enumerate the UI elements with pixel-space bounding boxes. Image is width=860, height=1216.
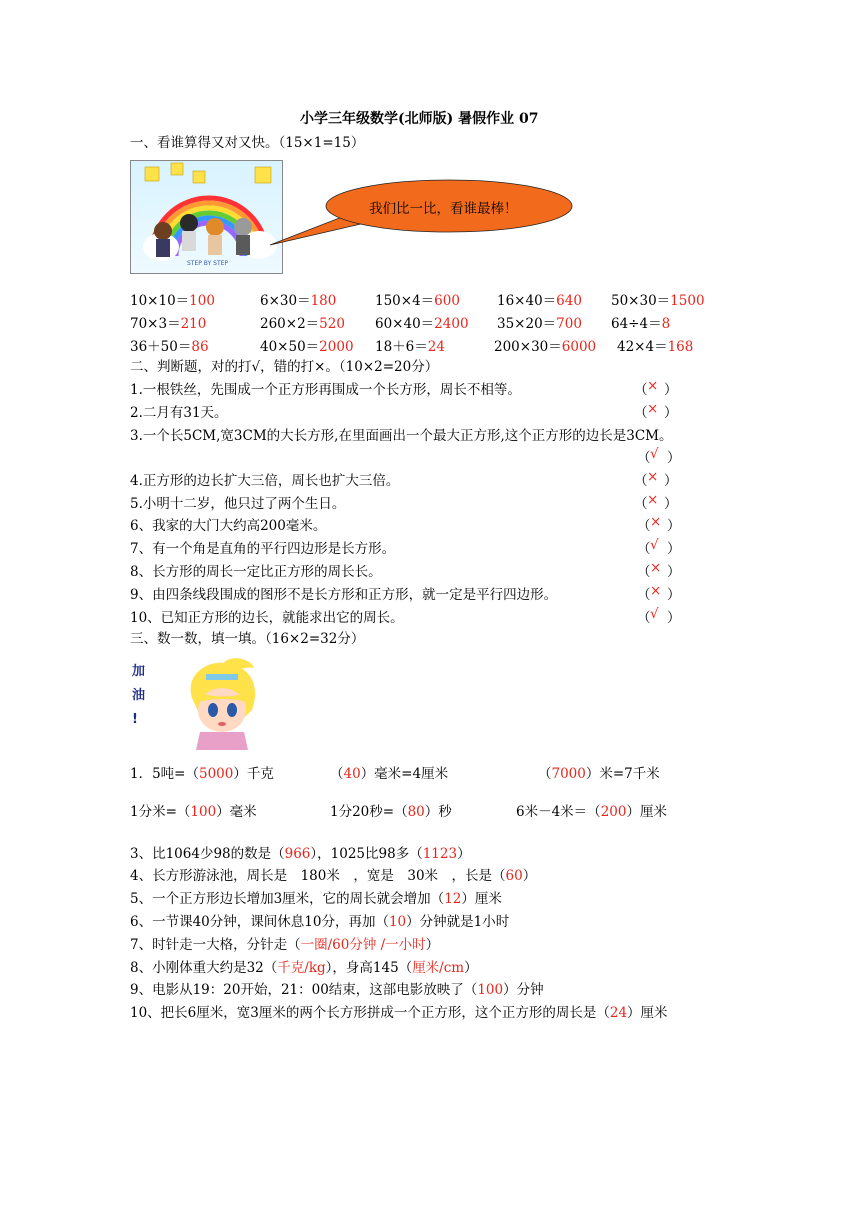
paren-open: （: [637, 450, 651, 466]
arithmetic-question: 10×10＝: [130, 293, 190, 309]
fill-text: ）米=7千米: [585, 766, 660, 782]
arithmetic-answer: 2000: [319, 339, 354, 355]
fill-answer: 厘米/cm: [412, 960, 465, 976]
paren-close: ）: [667, 450, 681, 466]
arithmetic-question: 6×30＝: [260, 293, 311, 309]
arithmetic-item: [260, 312, 345, 332]
fill-text: ），1025比98多（: [310, 846, 423, 862]
arithmetic-answer: 640: [556, 293, 582, 309]
judgement-statement: 10、已知正方形的边长，就能求出它的周长。: [130, 610, 404, 626]
paren-open: （: [634, 405, 648, 421]
fill-answer: 7000: [551, 766, 586, 782]
fill-answer: 10: [388, 914, 407, 930]
paren-close: ）: [664, 405, 678, 421]
fill-text: ）厘米: [461, 891, 502, 907]
paren-open: （: [634, 473, 648, 489]
fill-question: [130, 887, 502, 907]
judgement-statement: 9、由四条线段围成的图形不是长方形和正方形，就一定是平行四边形。: [130, 587, 558, 603]
arithmetic-question: 16×40＝: [497, 293, 557, 309]
arithmetic-item: [260, 335, 354, 355]
arithmetic-item: [497, 312, 582, 332]
arithmetic-question: 150×4＝: [375, 293, 435, 309]
arithmetic-answer: 520: [319, 316, 345, 332]
fill-answer: 一圈/60分钟 /一小时: [300, 937, 426, 953]
fill-text: ）秒: [424, 804, 452, 820]
fill-question: [130, 956, 478, 976]
section-2-heading: 二、判断题，对的打√，错的打×。（10×2=20分）: [130, 359, 439, 375]
fill-answer: 1123: [422, 846, 458, 862]
judgement-answer: ×: [647, 492, 659, 508]
arithmetic-item: [375, 289, 460, 309]
fill-text: 1分20秒=（: [330, 804, 408, 820]
fill-text: ）: [457, 846, 471, 862]
fill-answer: 5000: [199, 766, 234, 782]
paren-close: ）: [667, 564, 681, 580]
fill-text: ）厘米: [626, 804, 667, 820]
arithmetic-item: [375, 335, 445, 355]
arithmetic-answer: 600: [434, 293, 460, 309]
judgement-answer: √: [650, 606, 659, 622]
fill-text: ）: [522, 868, 537, 884]
fill-text: ）毫米=4厘米: [360, 766, 449, 782]
paren-open: （: [637, 587, 651, 603]
fill-text: （: [330, 766, 344, 782]
conversion-item: [330, 800, 452, 820]
paren-open: （: [637, 518, 651, 534]
arithmetic-answer: 2400: [434, 316, 469, 332]
paren-close: ）: [667, 541, 681, 557]
arithmetic-item: [260, 289, 336, 309]
fill-text: 7、时针走一大格，分针走（: [130, 937, 301, 953]
conversion-item: [330, 762, 448, 782]
conversion-item: [538, 762, 660, 782]
judgement-statement: 5.小明十二岁，他只过了两个生日。: [130, 496, 346, 512]
paren-open: （: [637, 610, 651, 626]
judgement-statement: 7、有一个角是直角的平行四边形是长方形。: [130, 541, 396, 557]
fill-text: ）厘米: [627, 1005, 668, 1021]
arithmetic-question: 260×2＝: [260, 316, 320, 332]
arithmetic-item: [611, 312, 670, 332]
paren-close: ）: [664, 473, 678, 489]
paren-close: ）: [667, 518, 681, 534]
fill-text: ）: [464, 960, 478, 976]
fill-answer: 24: [609, 1005, 628, 1021]
fill-question: [130, 910, 509, 930]
speech-bubble-text: 我们比一比，看谁最棒！: [369, 201, 518, 217]
arithmetic-answer: 1500: [670, 293, 705, 309]
paren-close: ）: [667, 610, 681, 626]
arithmetic-item: [611, 289, 705, 309]
arithmetic-question: 42×4＝: [617, 339, 668, 355]
fill-text: ）毫米: [216, 804, 257, 820]
fill-answer: 12: [444, 891, 462, 907]
jiayou-char: 加: [132, 664, 146, 679]
arithmetic-question: 40×50＝: [260, 339, 320, 355]
arithmetic-question: 50×30＝: [611, 293, 671, 309]
conversion-item: [516, 800, 667, 820]
fill-question: [130, 864, 536, 884]
judgement-answer: ×: [650, 514, 662, 530]
judgement-answer: ×: [647, 378, 659, 394]
fill-answer: 100: [477, 982, 504, 998]
arithmetic-question: 60×40＝: [375, 316, 435, 332]
fill-text: 6米－4米＝（: [516, 804, 601, 820]
judgement-statement: 3.一个长5CM,宽3CM的大长方形,在里面画出一个最大正方形,这个正方形的边长是3CM。: [130, 428, 673, 444]
jiayou-char: 油: [132, 688, 146, 703]
page-title: 小学三年级数学(北师版) 暑假作业 07: [300, 111, 539, 127]
fill-question: [130, 842, 471, 862]
arithmetic-answer: 700: [556, 316, 582, 332]
fill-answer: 200: [600, 804, 627, 820]
fill-text: 9、电影从19：20开始，21：00结束，这部电影放映了（: [130, 982, 478, 998]
fill-text: 3、比1064少98的数是（: [130, 846, 285, 862]
arithmetic-question: 70×3＝: [130, 316, 181, 332]
section-1-heading: 一、看谁算得又对又快。（15×1=15）: [130, 135, 365, 151]
judgement-statement: 1.一根铁丝，先围成一个正方形再围成一个长方形，周长不相等。: [130, 382, 521, 398]
arithmetic-item: [617, 335, 693, 355]
arithmetic-answer: 8: [661, 316, 671, 332]
fill-answer: 40: [343, 766, 361, 782]
arithmetic-question: 36＋50＝: [130, 339, 192, 355]
speech-bubble: [325, 179, 573, 233]
fill-answer: 100: [190, 804, 217, 820]
paren-open: （: [634, 496, 648, 512]
arithmetic-item: [497, 289, 582, 309]
paren-close: ）: [664, 496, 678, 512]
fill-question: [130, 1001, 668, 1021]
fill-answer: 60: [505, 868, 523, 884]
fill-text: 5、一个正方形边长增加3厘米，它的周长就会增加（: [130, 891, 445, 907]
arithmetic-item: [130, 335, 209, 355]
judgement-statement: 4.正方形的边长扩大三倍，周长也扩大三倍。: [130, 473, 400, 489]
paren-close: ）: [667, 587, 681, 603]
fill-question: [130, 978, 544, 998]
rainbow-kids-picture: [130, 160, 283, 274]
judgement-answer: ×: [650, 560, 662, 576]
arithmetic-question: 64÷4＝: [611, 316, 662, 332]
fill-question: [130, 933, 439, 953]
jiayou-label: [132, 660, 152, 732]
fill-text: 1分米=（: [130, 804, 191, 820]
arithmetic-item: [494, 335, 596, 355]
conversion-item: [130, 800, 257, 820]
arithmetic-answer: 6000: [561, 339, 597, 355]
cartoon-girl-picture: [182, 658, 260, 750]
judgement-answer: ×: [650, 583, 662, 599]
fill-answer: 千克/kg: [277, 960, 326, 976]
arithmetic-question: 18＋6＝: [375, 339, 428, 355]
fill-text: 1．5吨=（: [130, 766, 199, 782]
arithmetic-answer: 168: [667, 339, 694, 355]
arithmetic-item: [130, 312, 206, 332]
judgement-statement: 8、长方形的周长一定比正方形的周长长。: [130, 564, 382, 580]
fill-text: ）千克: [233, 766, 274, 782]
arithmetic-item: [130, 289, 215, 309]
arithmetic-item: [375, 312, 469, 332]
judgement-answer: √: [650, 446, 659, 462]
judgement-answer: ×: [647, 469, 659, 485]
arithmetic-answer: 100: [189, 293, 215, 309]
fill-text: 8、小刚体重大约是32（: [130, 960, 278, 976]
fill-text: ），身高145（: [325, 960, 413, 976]
paren-open: （: [634, 382, 648, 398]
picture-caption: STEP BY STEP: [187, 260, 229, 267]
section-3-heading: 三、数一数，填一填。（16×2=32分）: [130, 631, 365, 647]
paren-open: （: [637, 564, 651, 580]
judgement-statement: 6、我家的大门大约高200毫米。: [130, 518, 327, 534]
fill-text: 6、一节课40分钟，课间休息10分，再加（: [130, 914, 389, 930]
arithmetic-question: 35×20＝: [497, 316, 557, 332]
arithmetic-answer: 180: [310, 293, 337, 309]
jiayou-char: !: [132, 712, 138, 727]
judgement-answer: ×: [647, 401, 659, 417]
fill-text: 10、把长6厘米，宽3厘米的两个长方形拼成一个正方形，这个正方形的周长是（: [130, 1005, 610, 1021]
arithmetic-answer: 210: [180, 316, 207, 332]
arithmetic-answer: 86: [191, 339, 209, 355]
judgement-statement: 2.二月有31天。: [130, 405, 228, 421]
conversion-item: [130, 762, 274, 782]
fill-text: ）分钟就是1小时: [406, 914, 510, 930]
fill-answer: 80: [407, 804, 425, 820]
fill-text: （: [538, 766, 552, 782]
fill-text: ）: [425, 937, 440, 953]
fill-text: 4、长方形游泳池，周长是 180米 ，宽是 30米 ，长是（: [130, 868, 506, 884]
paren-open: （: [637, 541, 651, 557]
arithmetic-answer: 24: [427, 339, 445, 355]
paren-close: ）: [664, 382, 678, 398]
arithmetic-question: 200×30＝: [494, 339, 562, 355]
judgement-answer: √: [650, 537, 659, 553]
fill-text: ）分钟: [503, 982, 544, 998]
fill-answer: 966: [284, 846, 311, 862]
